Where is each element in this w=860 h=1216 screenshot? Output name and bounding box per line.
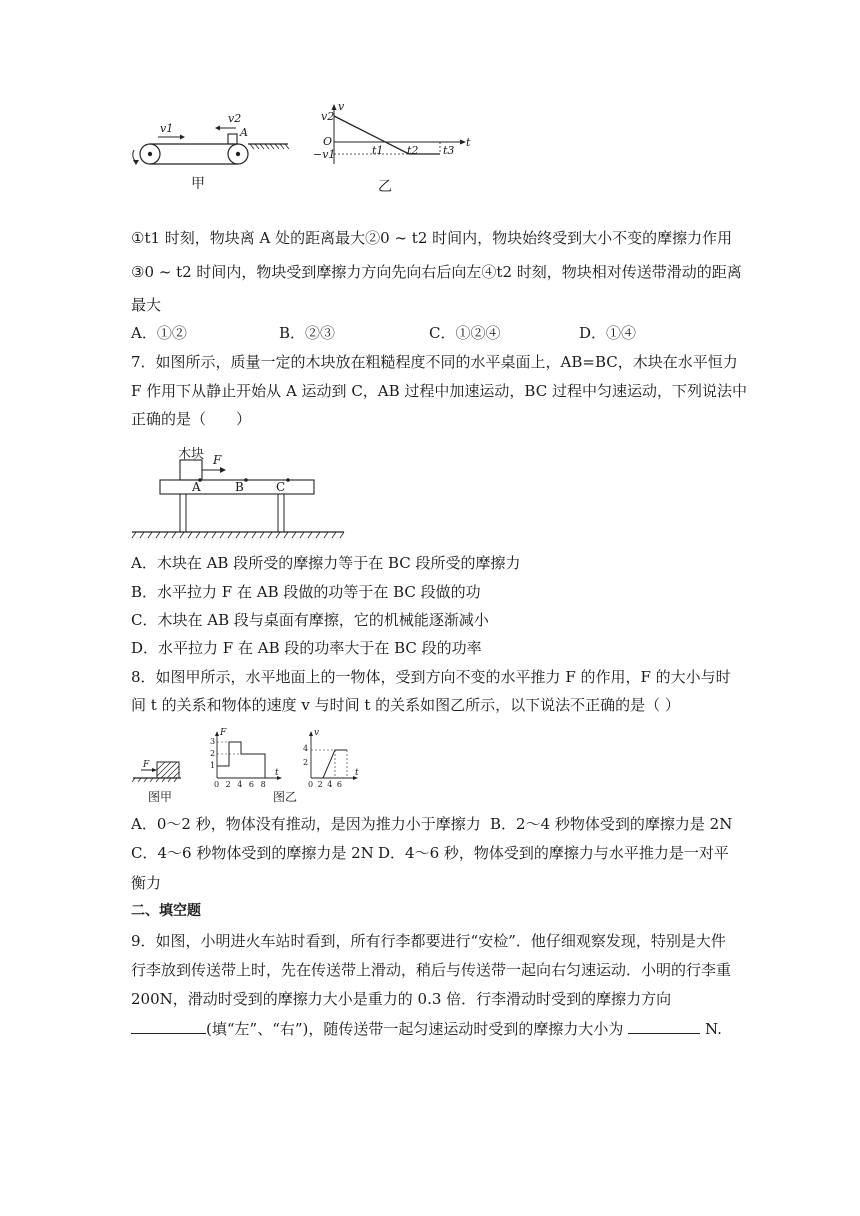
block-a (228, 134, 237, 144)
vt-v-label: v (338, 100, 345, 113)
q8-line2: 间 t 的关系和物体的速度 v 与时间 t 的关系如图乙所示，以下说法不正确的是（ ） (131, 696, 680, 714)
q7-option-a: A．木块在 AB 段所受的摩擦力等于在 BC 段所受的摩擦力 (131, 554, 521, 572)
section-title: 二、填空题 (131, 903, 201, 919)
q8-option-d: D．4～6 秒，物体受到的摩擦力与水平推力是一对平 (378, 844, 729, 862)
q9-line1: 9．如图，小明进火车站时看到，所有行李都要进行“安检”．他仔细观察发现，特别是大件 (131, 932, 726, 950)
q6-option-a: A．①② (131, 324, 187, 342)
q8-option-d-cont: 衡力 (131, 874, 162, 892)
q8-f-xtick-8: 8 (260, 780, 268, 789)
vt-t3-label: t3 (443, 144, 455, 157)
wood-block (180, 460, 202, 480)
q8-f-ytick-2: 2 (210, 749, 216, 758)
q8-v-ytick-4: 4 (303, 744, 309, 753)
q9-line4-end: N. (704, 1020, 722, 1038)
belt-figure (128, 112, 293, 174)
q9-line3: 200N，滑动时受到的摩擦力大小是重力的 0.3 倍．行李滑动时受到的摩擦力方向 (131, 990, 672, 1008)
q7-option-c: C．木块在 AB 段与桌面有摩擦，它的机械能逐渐减小 (131, 611, 489, 629)
q8-f-xtick-0: 0 (214, 780, 222, 789)
q8-v-ytick-2: 2 (303, 758, 309, 767)
q8-f-xtick-4: 4 (237, 780, 245, 789)
vt-t1-label: t1 (372, 144, 384, 157)
q8-f-xtick-6: 6 (248, 780, 257, 789)
q8-v-xtick-2: 2 (317, 780, 324, 789)
q7-option-b: B．水平拉力 F 在 AB 段做的功等于在 BC 段做的功 (131, 583, 481, 601)
velocity-curve (311, 750, 347, 778)
q8-vt-axis-label: v (314, 728, 320, 738)
vt-t2-label: t2 (407, 144, 419, 157)
vt-t-label: t (466, 136, 471, 149)
q8-option-b: B．2～4 秒物体受到的摩擦力是 2N (490, 815, 733, 833)
q7-point-b: B (235, 480, 244, 494)
q9-blank-direction[interactable] (131, 1019, 206, 1034)
q8-line1: 8．如图甲所示，水平地面上的一物体，受到方向不变的水平推力 F 的作用，F 的大小与时 (131, 668, 731, 686)
q9-line4 (131, 1019, 722, 1039)
q6-line3: 最大 (131, 296, 162, 314)
q7-option-d: D．水平拉力 F 在 AB 段的功率大于在 BC 段的功率 (131, 639, 482, 657)
q8-f-xtick-2: 2 (225, 780, 233, 789)
vt-graph (312, 102, 472, 168)
q8-v-xtick-6: 6 (336, 780, 344, 789)
q7-force-label: F (213, 453, 222, 467)
vt-v2-label: v2 (321, 110, 335, 123)
q9-line2: 行李放到传送带上时，先在传送带上滑动，稍后与传送带一起向右匀速运动．小明的行李重 (131, 961, 732, 979)
q7-point-a: A (192, 480, 201, 494)
q7-line2: F 作用下从静止开始从 A 运动到 C，AB 过程中加速运动，BC 过程中匀速运动，下列说法中 (131, 382, 747, 400)
q6-option-c: C．①②④ (429, 324, 501, 342)
q8-option-a: A．0～2 秒，物体没有推动，是因为推力小于摩擦力 (131, 815, 481, 833)
vt-origin-label: O (323, 135, 333, 148)
q8-v-xtick-0: 0 (308, 780, 315, 789)
belt-v2-label: v2 (228, 112, 242, 125)
q8-fig-label-yi: 图乙 (273, 790, 298, 804)
vt-neg-v1-label: −v1 (313, 148, 336, 161)
q8-v-xticks (308, 780, 343, 789)
q8-vt-t-label: t (355, 768, 359, 778)
q7-point-c: C (276, 480, 286, 494)
q8-f-ytick-1: 1 (210, 761, 216, 770)
q7-block-label: 木块 (178, 447, 205, 462)
q8-f-arrow-label: F (143, 760, 150, 770)
q6-line2: ③0 ~ t2 时间内，物块受到摩擦力方向先向右后向左④t2 时刻，物块相对传送带滑动的距离 (131, 263, 742, 281)
q8-f-xticks (214, 780, 268, 789)
fig6-label-yi: 乙 (378, 179, 392, 195)
q8-ft-axis-label: F (220, 728, 227, 738)
q9-line4-mid: (填“左”、“右”)，随传送带一起匀速运动时受到的摩擦力大小为 (206, 1020, 624, 1038)
q8-fig-label-jia: 图甲 (148, 790, 173, 804)
q7-line1: 7．如图所示，质量一定的木块放在粗糙程度不同的水平桌面上，AB=BC，木块在水平恒力 (131, 353, 738, 371)
q9-blank-friction[interactable] (628, 1019, 700, 1034)
belt-v1-label: v1 (160, 122, 174, 135)
q8-v-xtick-4: 4 (327, 780, 334, 789)
q6-line1: ①t1 时刻，物块离 A 处的距离最大②0 ~ t2 时间内，物块始终受到大小不变的摩擦力作用 (131, 229, 733, 247)
q8-ft-t-label: t (275, 768, 279, 778)
q6-option-d: D．①④ (579, 324, 637, 342)
force-curve (217, 742, 265, 778)
q6-option-b: B．②③ (279, 324, 336, 342)
q8-option-c: C．4～6 秒物体受到的摩擦力是 2N (131, 844, 374, 862)
q7-line3: 正确的是（ ） (131, 410, 252, 428)
fig6-label-jia: 甲 (191, 176, 205, 192)
belt-block-label: A (240, 126, 248, 139)
q8-f-ytick-3: 3 (210, 737, 216, 746)
